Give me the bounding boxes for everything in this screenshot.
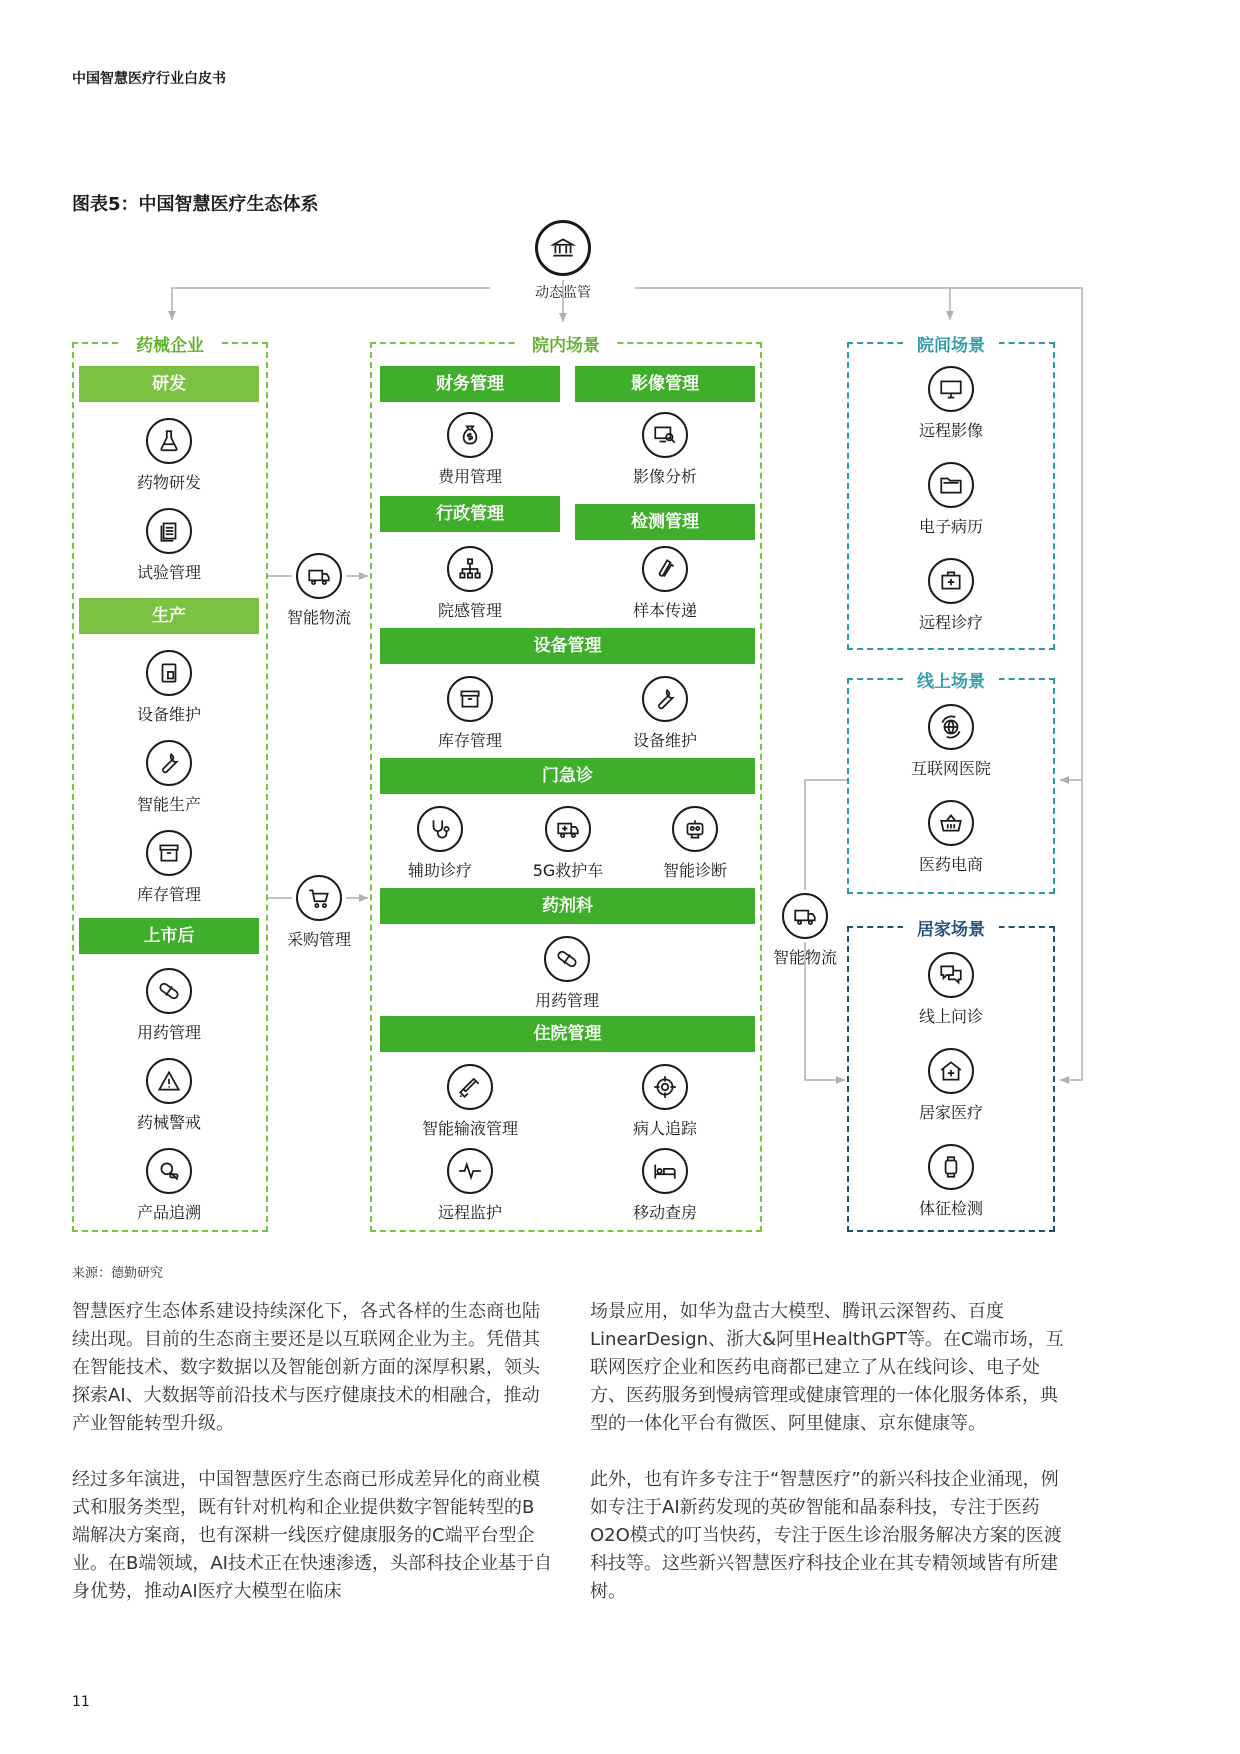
item-label: 用药管理: [136, 1023, 201, 1042]
house-icon: [928, 1048, 974, 1094]
stethoscope-icon: [417, 806, 463, 852]
hospital-title: 院内场景: [518, 331, 614, 356]
item-label: 移动查房: [632, 1203, 697, 1222]
connector-label: 智能物流: [772, 948, 837, 967]
item-remote-imaging: [881, 366, 1021, 441]
chat-icon: [928, 952, 974, 998]
truck-icon: [782, 893, 828, 939]
wrench-icon: [642, 676, 688, 722]
bar-emergency: 门急诊: [380, 758, 755, 794]
section-production: 生产: [79, 598, 259, 634]
item-internet-hospital: [881, 704, 1021, 779]
pill-icon: [544, 936, 590, 982]
item-label: 设备维护: [632, 731, 697, 750]
connector-logistics-left: [249, 553, 389, 628]
item-mobile-rounds: [595, 1148, 735, 1223]
item-inventory-hospital: [400, 676, 540, 751]
target-icon: [642, 1064, 688, 1110]
item-remote-treatment: [881, 558, 1021, 633]
pharma-title: 药械企业: [122, 331, 218, 356]
search-pill-icon: [146, 1148, 192, 1194]
heartbeat-icon: [447, 1148, 493, 1194]
supervision-node: [493, 220, 633, 302]
item-label: 体征检测: [918, 1199, 983, 1218]
item-label: 智能诊断: [662, 861, 727, 880]
item-drug-rnd: [99, 418, 239, 493]
item-smart-production: [99, 740, 239, 815]
cart-icon: [296, 875, 342, 921]
item-label: 医药电商: [918, 855, 983, 874]
figure-title: 图表5：中国智慧医疗生态体系: [72, 194, 319, 215]
paragraph-1: 智慧医疗生态体系建设持续深化下，各式各样的生态商也陆续出现。目前的生态商主要还是以互联网企业为主。凭借其在智能技术、数字数据以及智能创新方面的深厚积累，领头探索AI、大数据等前沿技术与医疗健康技术的相融合，推动产业智能转型升级。: [72, 1301, 540, 1434]
item-label: 库存管理: [437, 731, 502, 750]
document-header: 中国智慧医疗行业白皮书: [72, 71, 226, 87]
monitor-icon: [928, 366, 974, 412]
item-home-care: [881, 1048, 1021, 1123]
item-device-maint-hospital: [595, 676, 735, 751]
box-icon: [146, 830, 192, 876]
truck-icon: [296, 553, 342, 599]
box-icon: [447, 676, 493, 722]
section-post-market: 上市后: [79, 918, 259, 954]
money-bag-icon: [447, 412, 493, 458]
item-label: 互联网医院: [910, 759, 991, 778]
item-label: 产品追溯: [136, 1203, 201, 1222]
item-label: 远程影像: [918, 421, 983, 440]
item-remote-monitoring: [400, 1148, 540, 1223]
item-label: 样本传递: [632, 601, 697, 620]
bar-finance: 财务管理: [380, 366, 560, 402]
item-label: 电子病历: [918, 517, 983, 536]
item-assisted-diagnosis: [370, 806, 510, 881]
basket-icon: [928, 800, 974, 846]
item-label: 智能生产: [136, 795, 201, 814]
item-label: 居家医疗: [918, 1103, 983, 1122]
inter-title: 院间场景: [903, 331, 999, 356]
item-infection-mgmt: [400, 546, 540, 621]
item-patient-tracking: [595, 1064, 735, 1139]
item-emr: [881, 462, 1021, 537]
syringe-icon: [447, 1064, 493, 1110]
home-title: 居家场景: [903, 915, 999, 940]
wrench-icon: [146, 740, 192, 786]
item-label: 智能输液管理: [421, 1119, 518, 1138]
bed-icon: [642, 1148, 688, 1194]
item-label: 5G救护车: [532, 861, 604, 880]
item-label: 试验管理: [136, 563, 201, 582]
connector-label: 智能物流: [286, 608, 351, 627]
medkit-icon: [928, 558, 974, 604]
item-traceability: [99, 1148, 239, 1223]
item-label: 药械警戒: [136, 1113, 201, 1132]
paragraph-2: 经过多年演进，中国智慧医疗生态商已形成差异化的商业模式和服务类型，既有针对机构和企业提供数字智能转型的B端解决方案商，也有深耕一线医疗健康服务的C端平台型企业。在B端领域，AI技术正在快速渗透，头部科技企业基于自身优势，推动AI医疗大模型在临床: [72, 1469, 552, 1602]
item-label: 药物研发: [136, 473, 201, 492]
item-label: 辅助诊疗: [407, 861, 472, 880]
item-medication-hospital: [497, 936, 637, 1011]
documents-icon: [146, 508, 192, 554]
item-device-maint: [99, 650, 239, 725]
test-tube-icon: [642, 546, 688, 592]
online-title: 线上场景: [903, 667, 999, 692]
paragraph-3: 场景应用，如华为盘古大模型、腾讯云深智药、百度LinearDesign、浙大&阿里HealthGPT等。在C端市场，互联网医疗企业和医药电商都已建立了从在线问诊、电子处方、医药服务到慢病管理或健康管理的一体化服务体系，典型的一体化平台有微医、阿里健康、京东健康等。: [590, 1301, 1064, 1434]
item-label: 病人追踪: [632, 1119, 697, 1138]
item-label: 库存管理: [136, 885, 201, 904]
item-smart-infusion: [400, 1064, 540, 1139]
bank-icon: [535, 220, 591, 276]
item-label: 用药管理: [534, 991, 599, 1010]
org-chart-icon: [447, 546, 493, 592]
item-label: 远程监护: [437, 1203, 502, 1222]
flask-icon: [146, 418, 192, 464]
item-inventory: [99, 830, 239, 905]
item-label: 影像分析: [632, 467, 697, 486]
page-number: 11: [72, 1694, 90, 1710]
item-label: 设备维护: [136, 705, 201, 724]
bar-equipment: 设备管理: [380, 628, 755, 664]
item-label: 院感管理: [437, 601, 502, 620]
connector-purchase: [249, 875, 389, 950]
item-online-consult: [881, 952, 1021, 1027]
supervision-label: 动态监管: [535, 285, 591, 301]
bar-pharmacy: 药剂科: [380, 888, 755, 924]
item-sample-delivery: [595, 546, 735, 621]
bar-testing: 检测管理: [575, 504, 755, 540]
item-trial-mgmt: [99, 508, 239, 583]
item-smart-diagnosis: [625, 806, 765, 881]
globe-icon: [928, 704, 974, 750]
ambulance-icon: [545, 806, 591, 852]
robot-icon: [672, 806, 718, 852]
folder-icon: [928, 462, 974, 508]
pill-icon: [146, 968, 192, 1014]
item-pharma-ecommerce: [881, 800, 1021, 875]
item-pharmacovigilance: [99, 1058, 239, 1133]
bar-imaging: 影像管理: [575, 366, 755, 402]
item-5g-ambulance: [498, 806, 638, 881]
item-label: 远程诊疗: [918, 613, 983, 632]
item-label: 线上问诊: [918, 1007, 983, 1026]
item-vital-signs: [881, 1144, 1021, 1219]
item-image-analysis: [595, 412, 735, 487]
bar-admin: 行政管理: [380, 496, 560, 532]
item-medication: [99, 968, 239, 1043]
watch-icon: [928, 1144, 974, 1190]
bar-inpatient: 住院管理: [380, 1016, 755, 1052]
warning-icon: [146, 1058, 192, 1104]
connector-label: 采购管理: [286, 930, 351, 949]
source-note: 来源：德勤研究: [72, 1266, 164, 1281]
section-rnd: 研发: [79, 366, 259, 402]
paragraph-4: 此外，也有许多专注于“智慧医疗”的新兴科技企业涌现，例如专注于AI新药发现的英矽智能和晶泰科技，专注于医药O2O模式的叮当快药，专注于医生诊治服务解决方案的医渡科技等。这些新兴智慧医疗科技企业在其专精领域皆有所建树。: [590, 1469, 1062, 1602]
item-label: 费用管理: [437, 467, 502, 486]
item-cost-mgmt: [400, 412, 540, 487]
screen-search-icon: [642, 412, 688, 458]
device-icon: [146, 650, 192, 696]
